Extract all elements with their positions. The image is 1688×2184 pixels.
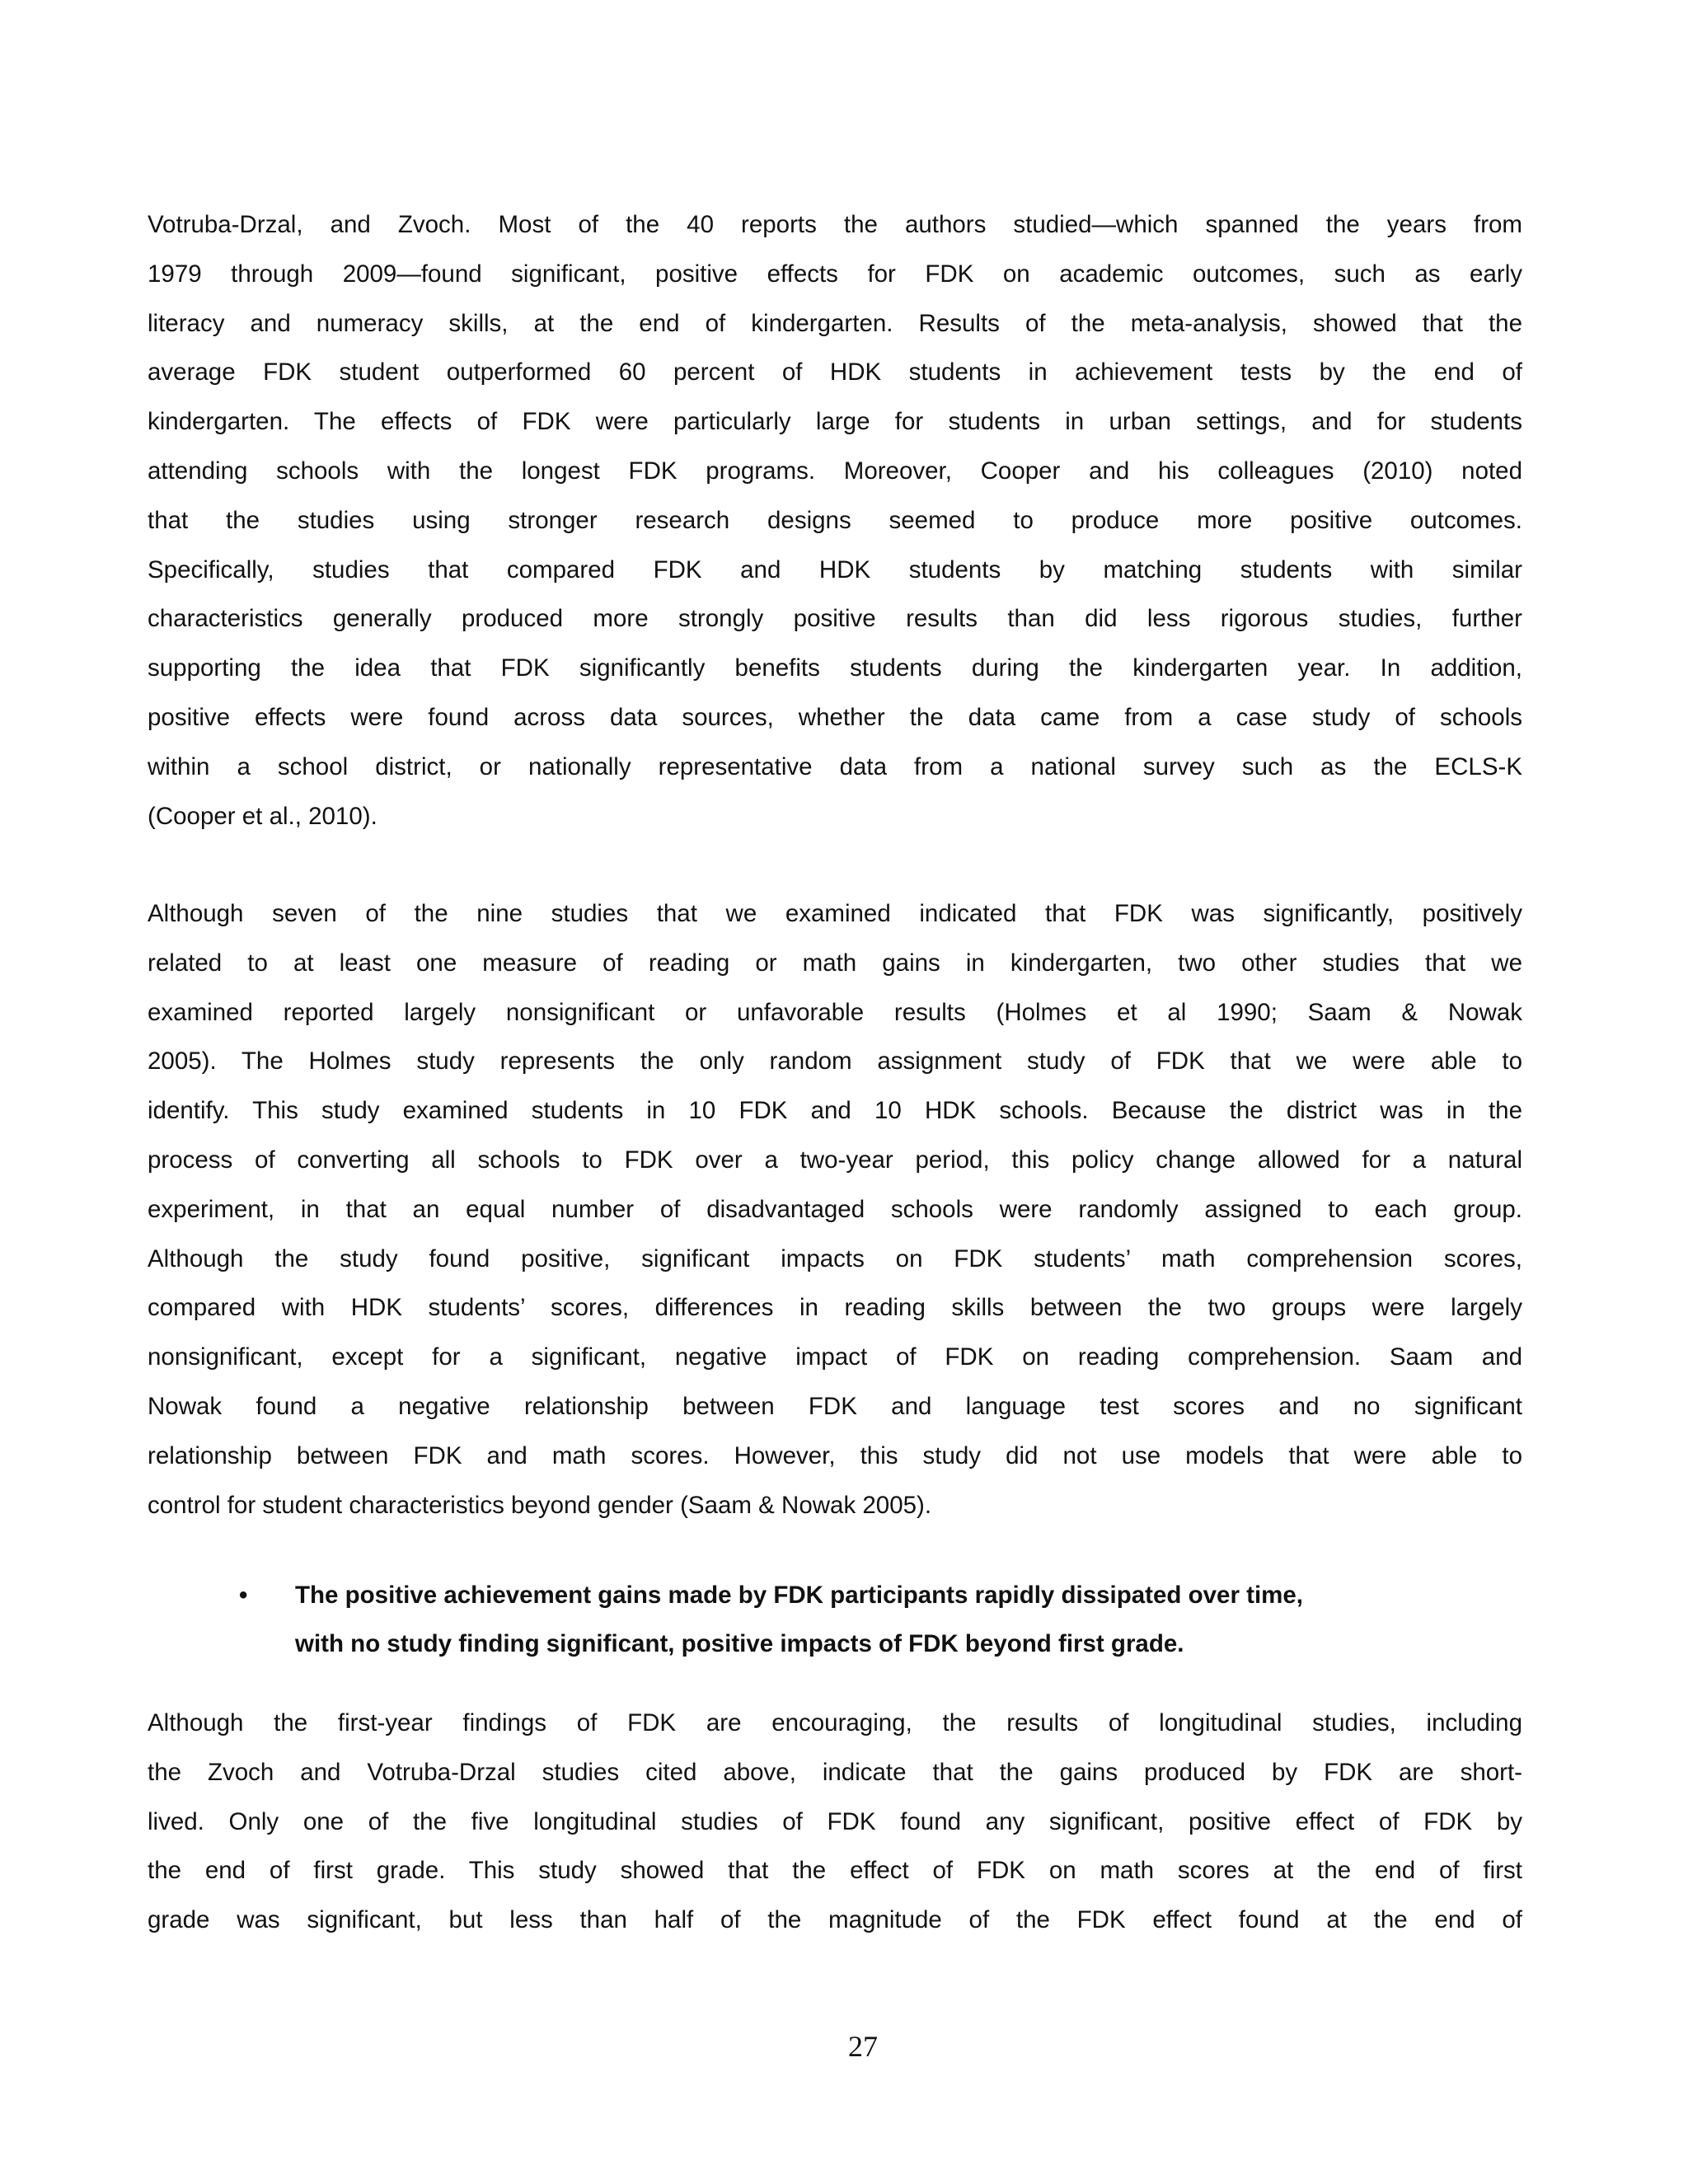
text-line: the end of first grade. This study showed that the effect of FDK on math scores at the end of first: [148, 1857, 1522, 1885]
text-line: Although the first-year findings of FDK are encouraging, the results of longitudinal studies, including: [148, 1709, 1522, 1736]
text-line: examined reported largely nonsignificant or unfavorable results (Holmes et al 1990; Saam & Nowak: [148, 998, 1522, 1026]
text-line: compared with HDK students’ scores, differences in reading skills between the two groups were largely: [148, 1294, 1522, 1322]
text-line: process of converting all schools to FDK over a two-year period, this policy change allowed for a natural: [148, 1146, 1522, 1174]
text-line: attending schools with the longest FDK programs. Moreover, Cooper and his colleagues (2010) noted: [148, 457, 1522, 485]
bullet-icon: •: [239, 1582, 248, 1609]
text-line: experiment, in that an equal number of disadvantaged schools were randomly assigned to each group.: [148, 1195, 1522, 1223]
text-line: 1979 through 2009—found significant, positive effects for FDK on academic outcomes, such as early: [148, 260, 1522, 288]
text-line: Although seven of the nine studies that we examined indicated that FDK was significantly, positively: [148, 900, 1522, 927]
text-line: 2005). The Holmes study represents the only random assignment study of FDK that we were able to: [148, 1047, 1522, 1076]
text-line: that the studies using stronger research designs seemed to produce more positive outcomes.: [148, 506, 1522, 534]
bullet-line: The positive achievement gains made by FDK participants rapidly dissipated over time,: [295, 1582, 1303, 1609]
text-line: kindergarten. The effects of FDK were particularly large for students in urban settings, and for students: [148, 408, 1522, 436]
text-line: average FDK student outperformed 60 percent of HDK students in achievement tests by the end of: [148, 359, 1522, 387]
text-line: Although the study found positive, significant impacts on FDK students’ math comprehension scores,: [148, 1244, 1522, 1272]
text-line: supporting the idea that FDK significantly benefits students during the kindergarten year. In addition,: [148, 654, 1522, 682]
text-line: relationship between FDK and math scores. However, this study did not use models that were able to: [148, 1441, 1522, 1469]
text-line: lived. Only one of the five longitudinal studies of FDK found any significant, positive effect of FDK by: [148, 1807, 1522, 1835]
text-line: Specifically, studies that compared FDK and HDK students by matching students with similar: [148, 555, 1522, 583]
text-line: within a school district, or nationally representative data from a national survey such as the ECLS-K: [148, 752, 1522, 780]
text-line: (Cooper et al., 2010).: [148, 802, 377, 830]
paragraph-meta-analysis: [148, 200, 1522, 841]
paragraph-study-results: [148, 889, 1522, 1530]
text-line: positive effects were found across data sources, whether the data came from a case study of schools: [148, 703, 1522, 731]
text-line: literacy and numeracy skills, at the end of kindergarten. Results of the meta-analysis, showed that the: [148, 309, 1522, 337]
text-line: grade was significant, but less than half of the magnitude of the FDK effect found at the end of: [148, 1906, 1522, 1934]
text-line: related to at least one measure of reading or math gains in kindergarten, two other studies that we: [148, 949, 1522, 977]
text-line: the Zvoch and Votruba-Drzal studies cited above, indicate that the gains produced by FDK are short-: [148, 1758, 1522, 1786]
text-line: control for student characteristics beyond gender (Saam & Nowak 2005).: [148, 1491, 932, 1519]
bullet-line: with no study finding significant, positive impacts of FDK beyond first grade.: [295, 1630, 1184, 1657]
text-line: nonsignificant, except for a significant, negative impact of FDK on reading comprehension. Saam and: [148, 1343, 1522, 1371]
text-line: identify. This study examined students in 10 FDK and 10 HDK schools. Because the district was in the: [148, 1097, 1522, 1125]
paragraph-longitudinal: [148, 1699, 1522, 1945]
text-line: Nowak found a negative relationship between FDK and language test scores and no significant: [148, 1392, 1522, 1420]
page-number: 27: [848, 2030, 878, 2063]
text-line: characteristics generally produced more strongly positive results than did less rigorous studies, further: [148, 605, 1522, 633]
text-line: Votruba-Drzal, and Zvoch. Most of the 40 reports the authors studied—which spanned the years from: [148, 211, 1522, 238]
